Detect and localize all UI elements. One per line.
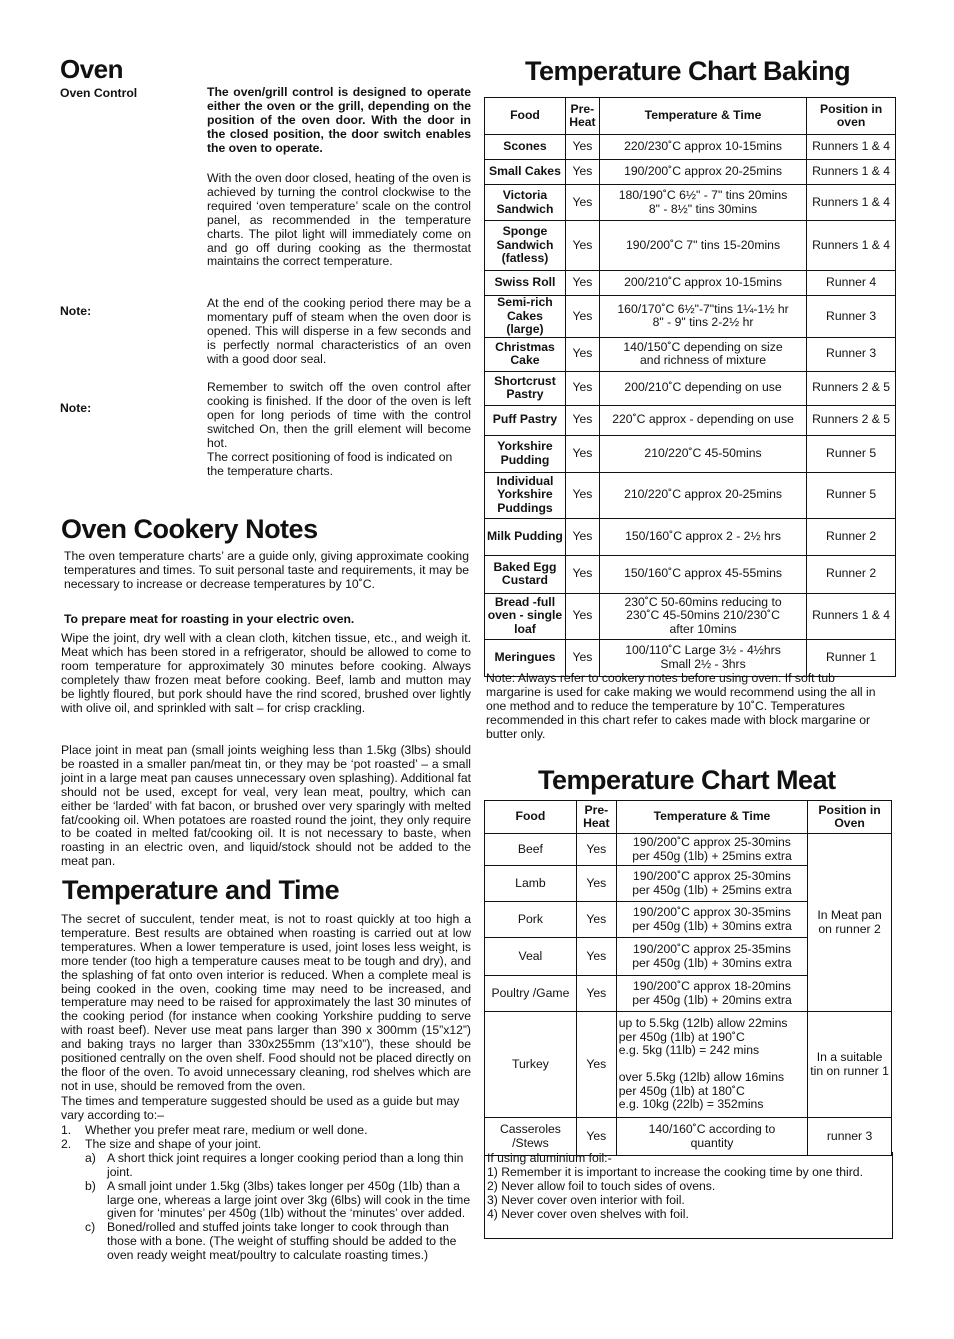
temperature-cell: 190/200˚C 7" tins 15-20mins	[599, 221, 806, 271]
col-header-preheat: Pre-Heat	[576, 801, 616, 834]
factors-list	[61, 1124, 471, 1263]
preheat-cell: Yes	[565, 555, 599, 593]
preheat-cell: Yes	[565, 593, 599, 639]
preheat-cell: Yes	[576, 1012, 616, 1118]
baking-chart-title: Temperature Chart Baking	[525, 56, 851, 86]
position-cell: runner 3	[808, 1118, 892, 1156]
position-cell: Runner 2	[807, 518, 896, 555]
food-cell: Lamb	[485, 866, 577, 902]
col-header-preheat: Pre-Heat	[565, 98, 599, 135]
col-header-temperature: Temperature & Time	[599, 98, 806, 135]
preheat-cell: Yes	[565, 221, 599, 271]
preheat-cell: Yes	[565, 271, 599, 296]
preheat-cell: Yes	[565, 296, 599, 338]
table-row	[485, 555, 896, 593]
note2-text: Remember to switch off the oven control after cooking is finished. If the door of the oven is left open for long periods of time with the control switched On, then the grill element will become hot.	[207, 380, 471, 450]
position-cell: Runner 4	[807, 271, 896, 296]
table-row	[485, 185, 896, 221]
position-cell: Runner 5	[807, 435, 896, 472]
oven-para2: With the oven door closed, heating of the oven is achieved by turning the control clockwise to the required ‘oven temperature’ scale on the control panel, as recommended in the temperature charts. The pilot light will immediately come on and go off during cooking as the thermostat maintains the correct temperature.	[207, 171, 471, 269]
col-header-position: Position in Oven	[808, 801, 892, 834]
food-cell: Turkey	[485, 1012, 577, 1118]
list-item: 2. The size and shape of your joint. a) A short thick joint requires a longer cooking period than a long thin joint. b) A small joint under 1.5kg (3lbs) takes longer per 450g (1lb) than a large one, whereas a large joint over 3kg (6lbs) will cook in the time given for ‘minutes’ per 450g (1lb) without the ‘minutes’ over added. c) Boned/rolled and stuffed joints take longer to cook through than those with a bone. (The weight of stuffing should be added to the oven ready weight meat/poultry to calculate roasting times.)	[61, 1136, 471, 1263]
oven-title: Oven	[60, 54, 124, 84]
list-item: 2) Never allow foil to touch sides of ovens.	[487, 1178, 716, 1193]
preheat-cell: Yes	[565, 371, 599, 405]
preheat-cell: Yes	[565, 337, 599, 371]
table-row	[485, 472, 896, 518]
temperature-time-para: The secret of succulent, tender meat, is not to roast quickly at too high a temperature. Best results are obtained when roasting is carried out at low temperatures. When a lower temperature is used, joint loses less weight, is more tender (too high a temperature causes meat to be tough and dry), and the splashing of fat onto oven interior is reduced. When a complete meal is being cooked in the oven, cooking time may need to be increased, and temperature may need to be raised for approximately the last 30 minutes of the cooking period (for instance when cooking Yorkshire pudding to serve with roast beef). Never use meat pans larger than 390 x 300mm (15”x12”) and baking trays no larger than 330x255mm (13”x10”), these should be positioned centrally on the oven shelf. Food should not be placed directly on the floor of the oven. To avoid unnecessary cleaning, rod shelves which are not in use, should be removed from the oven.	[61, 912, 471, 1093]
temperature-cell: 200/210˚C depending on use	[599, 371, 806, 405]
meat-chart-title: Temperature Chart Meat	[538, 765, 836, 795]
position-cell: In Meat pan on runner 2	[808, 834, 892, 1012]
preheat-cell: Yes	[565, 472, 599, 518]
table-row	[485, 271, 896, 296]
food-cell: Baked Egg Custard	[485, 555, 566, 593]
note1-label: Note:	[60, 304, 92, 318]
preheat-cell: Yes	[576, 1118, 616, 1156]
temperature-cell: 220˚C approx - depending on use	[599, 405, 806, 435]
preheat-cell: Yes	[565, 639, 599, 676]
food-cell: Pork	[485, 902, 577, 938]
foil-notes	[484, 1152, 893, 1239]
temperature-cell: 220/230˚C approx 10-15mins	[599, 135, 806, 160]
temperature-cell: 190/200˚C approx 30-35mins per 450g (1lb) + 30mins extra	[616, 902, 807, 938]
preheat-cell: Yes	[565, 135, 599, 160]
note2-text2: The correct positioning of food is indicated on the temperature charts.	[207, 450, 453, 478]
list-item: 4) Never cover oven shelves with foil.	[487, 1206, 689, 1221]
preheat-cell: Yes	[565, 185, 599, 221]
position-cell: Runners 2 & 5	[807, 371, 896, 405]
temperature-time-title: Temperature and Time	[62, 875, 340, 905]
preheat-cell: Yes	[565, 405, 599, 435]
temperature-cell: 190/200˚C approx 25-30mins per 450g (1lb) + 25mins extra	[616, 834, 807, 866]
food-cell: Milk Pudding	[485, 518, 566, 555]
preheat-cell: Yes	[576, 866, 616, 902]
list-item: c) Boned/rolled and stuffed joints take longer to cook through than those with a bone. (The weight of stuffing should be added to the oven ready weight meat/poultry to calculate roasting times.)	[85, 1220, 457, 1263]
table-row	[485, 160, 896, 185]
temperature-cell: 100/110˚C Large 3½ - 4½hrs Small 2½ - 3hrs	[599, 639, 806, 676]
roasting-para1: Wipe the joint, dry well with a clean cloth, kitchen tissue, etc., and weigh it. Meat which has been stored in a refrigerator, should be allowed to come to room temperature for approximately 30 minutes before cooking. Always completely thaw frozen meat before cooking. Beef, lamb and mutton may be lightly floured, but pork should have the rind scored, brushed over lightly with olive oil, and sprinkled with salt – for crisp crackling.	[61, 631, 471, 715]
col-header-food: Food	[485, 801, 577, 834]
table-row	[485, 221, 896, 271]
list-item: 3) Never cover oven interior with foil.	[487, 1192, 685, 1207]
position-cell: Runner 3	[807, 337, 896, 371]
temperature-time-para2: The times and temperature suggested should be used as a guide but may vary according to:–	[61, 1094, 460, 1122]
temperature-cell: 140/150˚C depending on size and richness of mixture	[599, 337, 806, 371]
col-header-temperature: Temperature & Time	[616, 801, 807, 834]
temperature-cell: 190/200˚C approx 25-35mins per 450g (1lb) + 30mins extra	[616, 938, 807, 976]
table-row	[485, 518, 896, 555]
temperature-cell: 210/220˚C 45-50mins	[599, 435, 806, 472]
table-row	[485, 337, 896, 371]
list-item: b) A small joint under 1.5kg (3lbs) takes longer per 450g (1lb) than a large one, whereas a large joint over 3kg (6lbs) will cook in the time given for ‘minutes’ per 450g (1lb) without the ‘minutes’ over added.	[85, 1178, 471, 1221]
preheat-cell: Yes	[576, 976, 616, 1012]
temperature-cell: up to 5.5kg (12lb) allow 22mins per 450g (1lb) at 190˚C e.g. 5kg (11lb) = 242 mins over 5.5kg (12lb) allow 16mins per 450g (1lb) at 180˚C e.g. 10kg (22lb) = 352mins	[616, 1012, 807, 1118]
preheat-cell: Yes	[576, 902, 616, 938]
temperature-cell: 210/220˚C approx 20-25mins	[599, 472, 806, 518]
roasting-subheading: To prepare meat for roasting in your electric oven.	[64, 612, 355, 626]
food-cell: Bread -full oven - single loaf	[485, 593, 566, 639]
temperature-cell: 200/210˚C approx 10-15mins	[599, 271, 806, 296]
food-cell: Small Cakes	[485, 160, 566, 185]
oven-control-label: Oven Control	[60, 86, 138, 100]
table-row	[485, 1118, 892, 1156]
temperature-cell: 190/200˚C approx 25-30mins per 450g (1lb) + 25mins extra	[616, 866, 807, 902]
baking-table	[484, 97, 896, 677]
table-row	[485, 435, 896, 472]
temperature-cell: 150/160˚C approx 2 - 2½ hrs	[599, 518, 806, 555]
temperature-cell: 190/200˚C approx 18-20mins per 450g (1lb) + 20mins extra	[616, 976, 807, 1012]
temperature-cell: 190/200˚C approx 20-25mins	[599, 160, 806, 185]
position-cell: Runners 1 & 4	[807, 160, 896, 185]
table-row	[485, 593, 896, 639]
temperature-cell: 230˚C 50-60mins reducing to 230˚C 45-50mins 210/230˚C after 10mins	[599, 593, 806, 639]
note1-text: At the end of the cooking period there may be a momentary puff of steam when the oven door is opened. This will disperse in a few seconds and is perfectly normal characteristics of an oven with a good door seal.	[207, 296, 471, 366]
note2-label: Note:	[60, 401, 92, 415]
list-item: a) A short thick joint requires a longer cooking period than a long thin joint.	[85, 1150, 464, 1179]
position-cell: Runners 1 & 4	[807, 593, 896, 639]
list-item: 1. Whether you prefer meat rare, medium or well done.	[61, 1123, 368, 1137]
table-row	[485, 371, 896, 405]
food-cell: Shortcrust Pastry	[485, 371, 566, 405]
preheat-cell: Yes	[565, 435, 599, 472]
table-row	[485, 296, 896, 338]
oven-control-text: The oven/grill control is designed to operate either the oven or the grill, depending on the position of the oven door. With the door in the closed position, the door switch enables the oven to operate.	[207, 85, 471, 155]
position-cell: Runners 2 & 5	[807, 405, 896, 435]
food-cell: Victoria Sandwich	[485, 185, 566, 221]
food-cell: Casseroles /Stews	[485, 1118, 577, 1156]
baking-note: Note: Always refer to cookery notes before using oven. If soft tub margarine is used for cake making we would recommend using the all in one method and to reduce the temperature by 10˚C. Temperatures recommended in this chart refer to cakes made with block margarine or butter only.	[486, 671, 876, 741]
food-cell: Swiss Roll	[485, 271, 566, 296]
position-cell: Runner 5	[807, 472, 896, 518]
roasting-para2: Place joint in meat pan (small joints weighing less than 1.5kg (3lbs) should be roasted in a smaller pan/meat tin, or they may be ‘pot roasted’ – a small joint in a large meat pan causes unnecessary oven splashing). Additional fat should not be used, except for veal, very lean meat, poultry, which can either be ‘larded’ with fat bacon, or brushed over very sparingly with melted fat/cooking oil. When potatoes are roasted round the joint, they only require to be coated in melted fat/cooking oil. It is not necessary to baste, when roasting in an electric oven, and liquid/stock should not be added to the meat pan.	[61, 743, 471, 869]
food-cell: Puff Pastry	[485, 405, 566, 435]
position-cell: Runner 2	[807, 555, 896, 593]
food-cell: Meringues	[485, 639, 566, 676]
preheat-cell: Yes	[576, 834, 616, 866]
food-cell: Semi-rich Cakes (large)	[485, 296, 566, 338]
temperature-cell: 180/190˚C 6½" - 7" tins 20mins 8" - 8½" tins 30mins	[599, 185, 806, 221]
temperature-cell: 150/160˚C approx 45-55mins	[599, 555, 806, 593]
preheat-cell: Yes	[576, 938, 616, 976]
col-header-food: Food	[485, 98, 566, 135]
food-cell: Yorkshire Pudding	[485, 435, 566, 472]
table-row	[485, 834, 892, 866]
meat-table	[484, 800, 892, 1156]
position-cell: Runners 1 & 4	[807, 221, 896, 271]
food-cell: Scones	[485, 135, 566, 160]
position-cell: Runners 1 & 4	[807, 185, 896, 221]
table-row	[485, 135, 896, 160]
temperature-cell: 160/170˚C 6½"-7"tins 1¼-1½ hr 8" - 9" tins 2-2½ hr	[599, 296, 806, 338]
food-cell: Sponge Sandwich (fatless)	[485, 221, 566, 271]
position-cell: Runners 1 & 4	[807, 135, 896, 160]
preheat-cell: Yes	[565, 518, 599, 555]
table-row	[485, 1012, 892, 1118]
table-row	[485, 405, 896, 435]
position-cell: Runner 3	[807, 296, 896, 338]
cookery-notes-title: Oven Cookery Notes	[61, 514, 318, 544]
food-cell: Veal	[485, 938, 577, 976]
cookery-notes-intro: The oven temperature charts’ are a guide only, giving approximate cooking temperatures and times. To suit personal taste and requirements, it may be necessary to increase or decrease temperatures by 10˚C.	[64, 549, 469, 591]
preheat-cell: Yes	[565, 160, 599, 185]
food-cell: Individual Yorkshire Puddings	[485, 472, 566, 518]
food-cell: Beef	[485, 834, 577, 866]
position-cell: Runner 1	[807, 639, 896, 676]
col-header-position: Position in oven	[807, 98, 896, 135]
food-cell: Christmas Cake	[485, 337, 566, 371]
foil-intro: If using aluminium foil:-	[487, 1151, 612, 1165]
position-cell: In a suitable tin on runner 1	[808, 1012, 892, 1118]
food-cell: Poultry /Game	[485, 976, 577, 1012]
temperature-cell: 140/160˚C according to quantity	[616, 1118, 807, 1156]
list-item: 1) Remember it is important to increase the cooking time by one third.	[487, 1164, 863, 1179]
